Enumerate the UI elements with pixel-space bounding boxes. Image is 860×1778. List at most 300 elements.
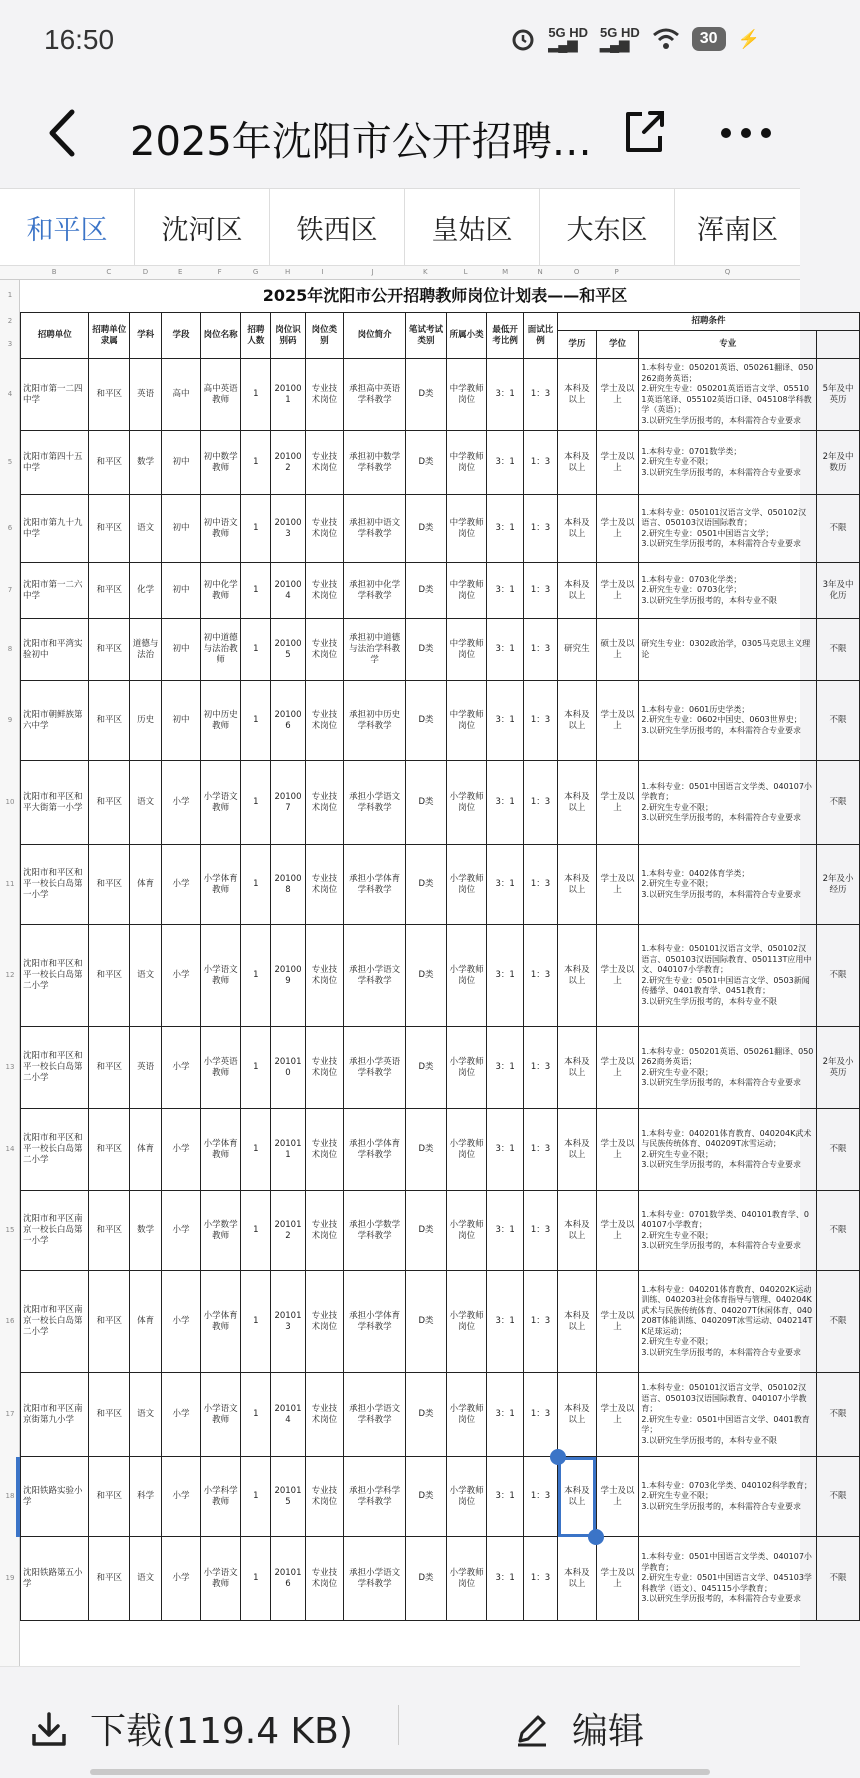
row-number[interactable]: 19: [5, 1573, 15, 1582]
row-number[interactable]: 16: [5, 1316, 15, 1325]
cell-edu[interactable]: 本科及以上: [558, 761, 597, 845]
cell-major[interactable]: 1.本科专业：0701数学类； 2.研究生专业不限； 3.以研究生学历报考的，本科需符合专业要求: [639, 431, 817, 495]
cell-cat[interactable]: 中学教师岗位: [446, 681, 487, 761]
tab-dadong[interactable]: 大东区: [540, 189, 675, 265]
cell-stage[interactable]: 初中: [162, 619, 201, 681]
cell-stage[interactable]: 小学: [162, 925, 201, 1027]
cell-ptype[interactable]: 专业技术岗位: [305, 1027, 344, 1109]
cell-major[interactable]: 1.本科专业：0501中国语言文学类、040107小学教育； 2.研究生专业不限； 3.以研究生学历报考的，本科需符合专业要求: [639, 761, 817, 845]
cell-stage[interactable]: 小学: [162, 845, 201, 925]
tab-huanggu[interactable]: 皇姑区: [405, 189, 540, 265]
cell-intro[interactable]: 承担小学体育学科教学: [344, 845, 406, 925]
cell-count[interactable]: 1: [241, 1271, 271, 1373]
cell-ptype[interactable]: 专业技术岗位: [305, 1271, 344, 1373]
cell-code[interactable]: 201005: [271, 619, 305, 681]
cell-exam[interactable]: D类: [406, 1537, 447, 1621]
cell-post[interactable]: 初中历史教师: [200, 681, 241, 761]
cell-ptype[interactable]: 专业技术岗位: [305, 359, 344, 431]
cell-ptype[interactable]: 专业技术岗位: [305, 563, 344, 619]
cell-extra[interactable]: 2年及小英历: [817, 1027, 860, 1109]
cell-unit[interactable]: 沈阳市和平区和平一校长白岛第二小学: [21, 925, 89, 1027]
cell-count[interactable]: 1: [241, 845, 271, 925]
cell-extra[interactable]: 不限: [817, 1191, 860, 1271]
cell-intro[interactable]: 承担小学体育学科教学: [344, 1271, 406, 1373]
cell-code[interactable]: 201007: [271, 761, 305, 845]
cell-edu[interactable]: 研究生: [558, 619, 597, 681]
cell-subject[interactable]: 体育: [130, 1109, 162, 1191]
cell-code[interactable]: 201015: [271, 1457, 305, 1537]
cell-post[interactable]: 小学数学教师: [200, 1191, 241, 1271]
cell-post[interactable]: 小学体育教师: [200, 845, 241, 925]
cell-affil[interactable]: 和平区: [89, 1537, 130, 1621]
cell-stage[interactable]: 初中: [162, 681, 201, 761]
cell-post[interactable]: 高中英语教师: [200, 359, 241, 431]
cell-unit[interactable]: 沈阳市和平湾实验初中: [21, 619, 89, 681]
cell-code[interactable]: 201004: [271, 563, 305, 619]
row-number[interactable]: 8: [7, 644, 13, 653]
row-number[interactable]: 15: [5, 1225, 15, 1234]
cell-major[interactable]: 1.本科专业：0601历史学类； 2.研究生专业：0602中国史、0603世界史； 3.以研究生学历报考的，本科需符合专业要求: [639, 681, 817, 761]
selection-handle-top[interactable]: [550, 1449, 566, 1465]
cell-unit[interactable]: 沈阳市第四十五中学: [21, 431, 89, 495]
cell-extra[interactable]: 不限: [817, 1373, 860, 1457]
cell-subject[interactable]: 英语: [130, 1027, 162, 1109]
cell-exam[interactable]: D类: [406, 619, 447, 681]
column-letter[interactable]: Q: [724, 268, 731, 276]
cell-intro[interactable]: 承担高中英语学科教学: [344, 359, 406, 431]
cell-cat[interactable]: 小学教师岗位: [446, 845, 487, 925]
cell-unit[interactable]: 沈阳铁路实验小学: [21, 1457, 89, 1537]
row-number[interactable]: 5: [7, 457, 13, 466]
row-number[interactable]: 17: [5, 1409, 15, 1418]
cell-edu[interactable]: 本科及以上: [558, 1027, 597, 1109]
cell-code[interactable]: 201016: [271, 1537, 305, 1621]
cell-exam[interactable]: D类: [406, 925, 447, 1027]
cell-ptype[interactable]: 专业技术岗位: [305, 761, 344, 845]
cell-ptype[interactable]: 专业技术岗位: [305, 431, 344, 495]
cell-r2[interactable]: 1：3: [523, 619, 557, 681]
cell-r2[interactable]: 1：3: [523, 431, 557, 495]
cell-r2[interactable]: 1：3: [523, 1373, 557, 1457]
cell-r1[interactable]: 3：1: [487, 761, 523, 845]
row-number[interactable]: 7: [7, 585, 13, 594]
cell-ptype[interactable]: 专业技术岗位: [305, 1191, 344, 1271]
table-row[interactable]: [21, 761, 860, 845]
cell-unit[interactable]: 沈阳市和平区南京一校长白岛第二小学: [21, 1271, 89, 1373]
cell-affil[interactable]: 和平区: [89, 1271, 130, 1373]
cell-extra[interactable]: 2年及小经历: [817, 845, 860, 925]
cell-extra[interactable]: 不限: [817, 761, 860, 845]
column-letter[interactable]: N: [537, 268, 543, 276]
column-letter[interactable]: E: [177, 268, 183, 276]
cell-affil[interactable]: 和平区: [89, 563, 130, 619]
cell-major[interactable]: 研究生专业：0302政治学，0305马克思主义理论: [639, 619, 817, 681]
cell-r2[interactable]: 1：3: [523, 359, 557, 431]
cell-subject[interactable]: 语文: [130, 495, 162, 563]
column-letter[interactable]: P: [614, 268, 619, 276]
cell-exam[interactable]: D类: [406, 431, 447, 495]
cell-extra[interactable]: 不限: [817, 619, 860, 681]
cell-exam[interactable]: D类: [406, 1027, 447, 1109]
cell-edu[interactable]: 本科及以上: [558, 431, 597, 495]
cell-r2[interactable]: 1：3: [523, 1537, 557, 1621]
cell-r1[interactable]: 3：1: [487, 619, 523, 681]
cell-subject[interactable]: 道德与法治: [130, 619, 162, 681]
cell-extra[interactable]: 3年及中化历: [817, 563, 860, 619]
cell-ptype[interactable]: 专业技术岗位: [305, 495, 344, 563]
download-button[interactable]: [30, 1703, 353, 1754]
cell-count[interactable]: 1: [241, 1537, 271, 1621]
cell-stage[interactable]: 初中: [162, 431, 201, 495]
cell-r2[interactable]: 1：3: [523, 761, 557, 845]
cell-ptype[interactable]: 专业技术岗位: [305, 1457, 344, 1537]
cell-extra[interactable]: 5年及中英历: [817, 359, 860, 431]
cell-extra[interactable]: 不限: [817, 1271, 860, 1373]
cell-ptype[interactable]: 专业技术岗位: [305, 1109, 344, 1191]
cell-subject[interactable]: 科学: [130, 1457, 162, 1537]
tab-shenhe[interactable]: 沈河区: [135, 189, 270, 265]
cell-affil[interactable]: 和平区: [89, 359, 130, 431]
cell-degree[interactable]: 学士及以上: [596, 1457, 639, 1537]
cell-edu[interactable]: 本科及以上: [558, 1373, 597, 1457]
cell-r2[interactable]: 1：3: [523, 1027, 557, 1109]
row-number[interactable]: 12: [5, 970, 15, 979]
cell-stage[interactable]: 初中: [162, 563, 201, 619]
cell-cat[interactable]: 中学教师岗位: [446, 619, 487, 681]
cell-r2[interactable]: 1：3: [523, 845, 557, 925]
row-number[interactable]: 3: [7, 339, 13, 348]
cell-post[interactable]: 小学科学教师: [200, 1457, 241, 1537]
cell-post[interactable]: 初中化学教师: [200, 563, 241, 619]
cell-extra[interactable]: 不限: [817, 925, 860, 1027]
cell-count[interactable]: 1: [241, 925, 271, 1027]
cell-affil[interactable]: 和平区: [89, 495, 130, 563]
cell-exam[interactable]: D类: [406, 761, 447, 845]
table-row[interactable]: [21, 431, 860, 495]
cell-major[interactable]: 1.本科专业：050201英语、050261翻译、050262商务英语； 2.研究生专业：050201英语语言文学、055101英语笔译、055102英语口译、045108学科教学（英语）； 3.以研究生学历报考的，本科需符合专业要求: [639, 359, 817, 431]
cell-affil[interactable]: 和平区: [89, 431, 130, 495]
column-letter[interactable]: C: [106, 268, 112, 276]
cell-degree[interactable]: 学士及以上: [596, 1027, 639, 1109]
cell-subject[interactable]: 语文: [130, 761, 162, 845]
cell-unit[interactable]: 沈阳市和平区南京一校长白岛第一小学: [21, 1191, 89, 1271]
cell-intro[interactable]: 承担小学体育学科教学: [344, 1109, 406, 1191]
cell-r2[interactable]: 1：3: [523, 495, 557, 563]
cell-affil[interactable]: 和平区: [89, 1027, 130, 1109]
cell-edu[interactable]: 本科及以上: [558, 563, 597, 619]
cell-major[interactable]: 1.本科专业：050201英语、050261翻译、050262商务英语； 2.研究生专业不限； 3.以研究生学历报考的，本科需符合专业要求: [639, 1027, 817, 1109]
cell-r1[interactable]: 3：1: [487, 1109, 523, 1191]
cell-subject[interactable]: 化学: [130, 563, 162, 619]
column-letter[interactable]: M: [502, 268, 509, 276]
cell-cat[interactable]: 小学教师岗位: [446, 1109, 487, 1191]
cell-r1[interactable]: 3：1: [487, 495, 523, 563]
cell-stage[interactable]: 小学: [162, 1191, 201, 1271]
column-letter[interactable]: B: [51, 268, 57, 276]
column-letter[interactable]: D: [142, 268, 149, 276]
cell-exam[interactable]: D类: [406, 495, 447, 563]
row-number[interactable]: 13: [5, 1062, 15, 1071]
cell-major[interactable]: 1.本科专业：0402体育学类； 2.研究生专业不限； 3.以研究生学历报考的，本科需符合专业要求: [639, 845, 817, 925]
cell-cat[interactable]: 中学教师岗位: [446, 431, 487, 495]
cell-unit[interactable]: 沈阳市朝鲜族第六中学: [21, 681, 89, 761]
cell-stage[interactable]: 小学: [162, 1537, 201, 1621]
row-number[interactable]: 11: [5, 879, 15, 888]
cell-r1[interactable]: 3：1: [487, 1457, 523, 1537]
cell-degree[interactable]: 学士及以上: [596, 359, 639, 431]
cell-edu[interactable]: 本科及以上: [558, 681, 597, 761]
cell-code[interactable]: 201006: [271, 681, 305, 761]
column-letter[interactable]: O: [573, 268, 580, 276]
cell-subject[interactable]: 数学: [130, 431, 162, 495]
cell-edu[interactable]: 本科及以上: [558, 495, 597, 563]
cell-unit[interactable]: 沈阳市第一二六中学: [21, 563, 89, 619]
cell-degree[interactable]: 学士及以上: [596, 431, 639, 495]
cell-unit[interactable]: 沈阳市和平区和平大街第一小学: [21, 761, 89, 845]
cell-post[interactable]: 初中道德与法治教师: [200, 619, 241, 681]
cell-ptype[interactable]: 专业技术岗位: [305, 1537, 344, 1621]
cell-r1[interactable]: 3：1: [487, 1191, 523, 1271]
cell-code[interactable]: 201009: [271, 925, 305, 1027]
table-row[interactable]: [21, 1027, 860, 1109]
cell-affil[interactable]: 和平区: [89, 845, 130, 925]
cell-cat[interactable]: 小学教师岗位: [446, 1457, 487, 1537]
column-letter[interactable]: G: [252, 268, 259, 276]
cell-r1[interactable]: 3：1: [487, 681, 523, 761]
cell-count[interactable]: 1: [241, 563, 271, 619]
cell-cat[interactable]: 中学教师岗位: [446, 563, 487, 619]
cell-major[interactable]: 1.本科专业：050101汉语言文学、050102汉语言、050103汉语国际教育、040107小学教育； 2.研究生专业：0501中国语言文学、0401教育学； 3.以研究生学历报考的，本科专业不限: [639, 1373, 817, 1457]
table-row[interactable]: [21, 359, 860, 431]
cell-cat[interactable]: 小学教师岗位: [446, 1373, 487, 1457]
cell-degree[interactable]: 学士及以上: [596, 761, 639, 845]
cell-intro[interactable]: 承担初中道德与法治学科教学: [344, 619, 406, 681]
cell-r2[interactable]: 1：3: [523, 1271, 557, 1373]
cell-stage[interactable]: 小学: [162, 1109, 201, 1191]
table-row[interactable]: [21, 495, 860, 563]
selection-handle-bottom[interactable]: [588, 1529, 604, 1545]
cell-count[interactable]: 1: [241, 619, 271, 681]
cell-exam[interactable]: D类: [406, 1191, 447, 1271]
cell-unit[interactable]: 沈阳市和平区和平一校长白岛第二小学: [21, 1027, 89, 1109]
cell-edu[interactable]: 本科及以上: [558, 1271, 597, 1373]
cell-ptype[interactable]: 专业技术岗位: [305, 681, 344, 761]
cell-r2[interactable]: 1：3: [523, 925, 557, 1027]
cell-cat[interactable]: 小学教师岗位: [446, 1027, 487, 1109]
cell-degree[interactable]: 学士及以上: [596, 845, 639, 925]
cell-code[interactable]: 201001: [271, 359, 305, 431]
table-row[interactable]: [21, 1271, 860, 1373]
column-letter[interactable]: F: [217, 268, 222, 276]
cell-cat[interactable]: 中学教师岗位: [446, 359, 487, 431]
cell-major[interactable]: 1.本科专业：040201体育教育、040202K运动训练、040203社会体育指导与管理、040204K武术与民族传统体育、040207T休闲体育、040208T体能训练、040209T冰雪运动、040214TK足球运动； 2.研究生专业不限； 3.以研究生学历报考的，本科需符合专业要求: [639, 1271, 817, 1373]
cell-intro[interactable]: 承担初中语文学科教学: [344, 495, 406, 563]
cell-degree[interactable]: 学士及以上: [596, 1109, 639, 1191]
row-number[interactable]: 2: [7, 316, 13, 325]
cell-extra[interactable]: 2年及中数历: [817, 431, 860, 495]
cell-extra[interactable]: 不限: [817, 1457, 860, 1537]
cell-exam[interactable]: D类: [406, 1373, 447, 1457]
cell-ptype[interactable]: 专业技术岗位: [305, 619, 344, 681]
cell-subject[interactable]: 语文: [130, 925, 162, 1027]
table-row[interactable]: [21, 845, 860, 925]
cell-post[interactable]: 小学体育教师: [200, 1109, 241, 1191]
cell-affil[interactable]: 和平区: [89, 761, 130, 845]
cell-ptype[interactable]: 专业技术岗位: [305, 1373, 344, 1457]
row-number[interactable]: 6: [7, 523, 13, 532]
cell-post[interactable]: 初中语文教师: [200, 495, 241, 563]
row-number[interactable]: 1: [7, 291, 13, 299]
cell-degree[interactable]: 学士及以上: [596, 1373, 639, 1457]
cell-exam[interactable]: D类: [406, 359, 447, 431]
column-letter[interactable]: H: [284, 268, 291, 276]
cell-extra[interactable]: 不限: [817, 1109, 860, 1191]
cell-unit[interactable]: 沈阳市第九十九中学: [21, 495, 89, 563]
cell-post[interactable]: 小学语文教师: [200, 761, 241, 845]
cell-major[interactable]: 1.本科专业：0703化学类、040102科学教育； 2.研究生专业不限； 3.以研究生学历报考的，本科需符合专业要求: [639, 1457, 817, 1537]
cell-exam[interactable]: D类: [406, 1457, 447, 1537]
cell-intro[interactable]: 承担小学语文学科教学: [344, 1373, 406, 1457]
cell-selection[interactable]: [558, 1457, 597, 1537]
cell-unit[interactable]: 沈阳铁路第五小学: [21, 1537, 89, 1621]
cell-exam[interactable]: D类: [406, 563, 447, 619]
cell-exam[interactable]: D类: [406, 1271, 447, 1373]
more-options-icon[interactable]: [716, 118, 776, 148]
cell-cat[interactable]: 小学教师岗位: [446, 1191, 487, 1271]
cell-major[interactable]: 1.本科专业：050101汉语言文学、050102汉语言、050103汉语国际教育、050113T应用中文、040107小学教育； 2.研究生专业：0501中国语言文学、0503新闻传播学、0401教育学、0451教育； 3.以研究生学历报考的，本科专业不限: [639, 925, 817, 1027]
cell-post[interactable]: 小学语文教师: [200, 925, 241, 1027]
cell-subject[interactable]: 历史: [130, 681, 162, 761]
cell-degree[interactable]: 学士及以上: [596, 1537, 639, 1621]
cell-count[interactable]: 1: [241, 1109, 271, 1191]
table-row[interactable]: [21, 1191, 860, 1271]
share-icon[interactable]: [622, 108, 666, 156]
cell-code[interactable]: 201012: [271, 1191, 305, 1271]
cell-post[interactable]: 初中数学教师: [200, 431, 241, 495]
cell-intro[interactable]: 承担初中数学学科教学: [344, 431, 406, 495]
cell-subject[interactable]: 语文: [130, 1373, 162, 1457]
cell-cat[interactable]: 小学教师岗位: [446, 1537, 487, 1621]
cell-r1[interactable]: 3：1: [487, 925, 523, 1027]
table-row[interactable]: [21, 563, 860, 619]
table-row[interactable]: [21, 1109, 860, 1191]
cell-r1[interactable]: 3：1: [487, 1537, 523, 1621]
cell-r1[interactable]: 3：1: [487, 1271, 523, 1373]
cell-degree[interactable]: 学士及以上: [596, 681, 639, 761]
cell-edu[interactable]: 本科及以上: [558, 1457, 597, 1537]
cell-r1[interactable]: 3：1: [487, 359, 523, 431]
cell-ptype[interactable]: 专业技术岗位: [305, 845, 344, 925]
cell-intro[interactable]: 承担小学语文学科教学: [344, 761, 406, 845]
cell-edu[interactable]: 本科及以上: [558, 1191, 597, 1271]
cell-intro[interactable]: 承担小学数学学科教学: [344, 1191, 406, 1271]
cell-post[interactable]: 小学英语教师: [200, 1027, 241, 1109]
cell-stage[interactable]: 初中: [162, 495, 201, 563]
table-row[interactable]: [21, 925, 860, 1027]
cell-r1[interactable]: 3：1: [487, 431, 523, 495]
cell-edu[interactable]: 本科及以上: [558, 1109, 597, 1191]
cell-exam[interactable]: D类: [406, 845, 447, 925]
cell-cat[interactable]: 小学教师岗位: [446, 761, 487, 845]
cell-extra[interactable]: 不限: [817, 1537, 860, 1621]
cell-count[interactable]: 1: [241, 1457, 271, 1537]
column-letter[interactable]: I: [321, 268, 324, 276]
cell-major[interactable]: 1.本科专业：050101汉语言文学、050102汉语言、050103汉语国际教育； 2.研究生专业：0501中国语言文学； 3.以研究生学历报考的，本科需符合专业要求: [639, 495, 817, 563]
cell-affil[interactable]: 和平区: [89, 681, 130, 761]
column-letter[interactable]: K: [423, 268, 428, 276]
row-number[interactable]: 18: [5, 1491, 15, 1500]
cell-stage[interactable]: 高中: [162, 359, 201, 431]
cell-stage[interactable]: 小学: [162, 1027, 201, 1109]
cell-ptype[interactable]: 专业技术岗位: [305, 925, 344, 1027]
cell-r1[interactable]: 3：1: [487, 1027, 523, 1109]
cell-count[interactable]: 1: [241, 761, 271, 845]
table-row[interactable]: [21, 1373, 860, 1457]
cell-cat[interactable]: 小学教师岗位: [446, 925, 487, 1027]
cell-cat[interactable]: 中学教师岗位: [446, 495, 487, 563]
cell-unit[interactable]: 沈阳市和平区南京街第九小学: [21, 1373, 89, 1457]
cell-r2[interactable]: 1：3: [523, 563, 557, 619]
cell-unit[interactable]: 沈阳市第一二四中学: [21, 359, 89, 431]
cell-stage[interactable]: 小学: [162, 761, 201, 845]
cell-code[interactable]: 201013: [271, 1271, 305, 1373]
cell-affil[interactable]: 和平区: [89, 1457, 130, 1537]
cell-subject[interactable]: 英语: [130, 359, 162, 431]
cell-post[interactable]: 小学语文教师: [200, 1373, 241, 1457]
cell-code[interactable]: 201008: [271, 845, 305, 925]
cell-intro[interactable]: 承担初中历史学科教学: [344, 681, 406, 761]
cell-degree[interactable]: 学士及以上: [596, 1191, 639, 1271]
cell-post[interactable]: 小学体育教师: [200, 1271, 241, 1373]
cell-unit[interactable]: 沈阳市和平区和平一校长白岛第二小学: [21, 1109, 89, 1191]
cell-subject[interactable]: 体育: [130, 845, 162, 925]
cell-r2[interactable]: 1：3: [523, 681, 557, 761]
table-row[interactable]: [21, 619, 860, 681]
table-row[interactable]: [21, 1457, 860, 1537]
table-row[interactable]: [21, 1537, 860, 1621]
cell-count[interactable]: 1: [241, 1191, 271, 1271]
cell-r1[interactable]: 3：1: [487, 1373, 523, 1457]
cell-affil[interactable]: 和平区: [89, 1191, 130, 1271]
cell-intro[interactable]: 承担小学科学学科教学: [344, 1457, 406, 1537]
tab-heping[interactable]: 和平区: [0, 189, 135, 265]
cell-edu[interactable]: 本科及以上: [558, 359, 597, 431]
row-number[interactable]: 4: [7, 389, 13, 398]
tab-tiexi[interactable]: 铁西区: [270, 189, 405, 265]
cell-intro[interactable]: 承担小学语文学科教学: [344, 1537, 406, 1621]
back-arrow-icon[interactable]: [44, 108, 84, 158]
cell-major[interactable]: 1.本科专业：0501中国语言文学类、040107小学教育； 2.研究生专业：0501中国语言文学、045103学科教学（语文）、045115小学教育； 3.以研究生学历报考的，本科需符合专业要求: [639, 1537, 817, 1621]
cell-degree[interactable]: 学士及以上: [596, 1271, 639, 1373]
cell-r2[interactable]: 1：3: [523, 1191, 557, 1271]
cell-degree[interactable]: 学士及以上: [596, 563, 639, 619]
cell-intro[interactable]: 承担小学语文学科教学: [344, 925, 406, 1027]
cell-extra[interactable]: 不限: [817, 495, 860, 563]
cell-intro[interactable]: 承担初中化学学科教学: [344, 563, 406, 619]
cell-subject[interactable]: 数学: [130, 1191, 162, 1271]
cell-exam[interactable]: D类: [406, 681, 447, 761]
cell-subject[interactable]: 体育: [130, 1271, 162, 1373]
cell-stage[interactable]: 小学: [162, 1373, 201, 1457]
cell-unit[interactable]: 沈阳市和平区和平一校长白岛第一小学: [21, 845, 89, 925]
cell-exam[interactable]: D类: [406, 1109, 447, 1191]
row-number[interactable]: 10: [5, 797, 15, 806]
cell-degree[interactable]: 学士及以上: [596, 495, 639, 563]
cell-intro[interactable]: 承担小学英语学科教学: [344, 1027, 406, 1109]
cell-code[interactable]: 201010: [271, 1027, 305, 1109]
cell-affil[interactable]: 和平区: [89, 925, 130, 1027]
cell-stage[interactable]: 小学: [162, 1271, 201, 1373]
